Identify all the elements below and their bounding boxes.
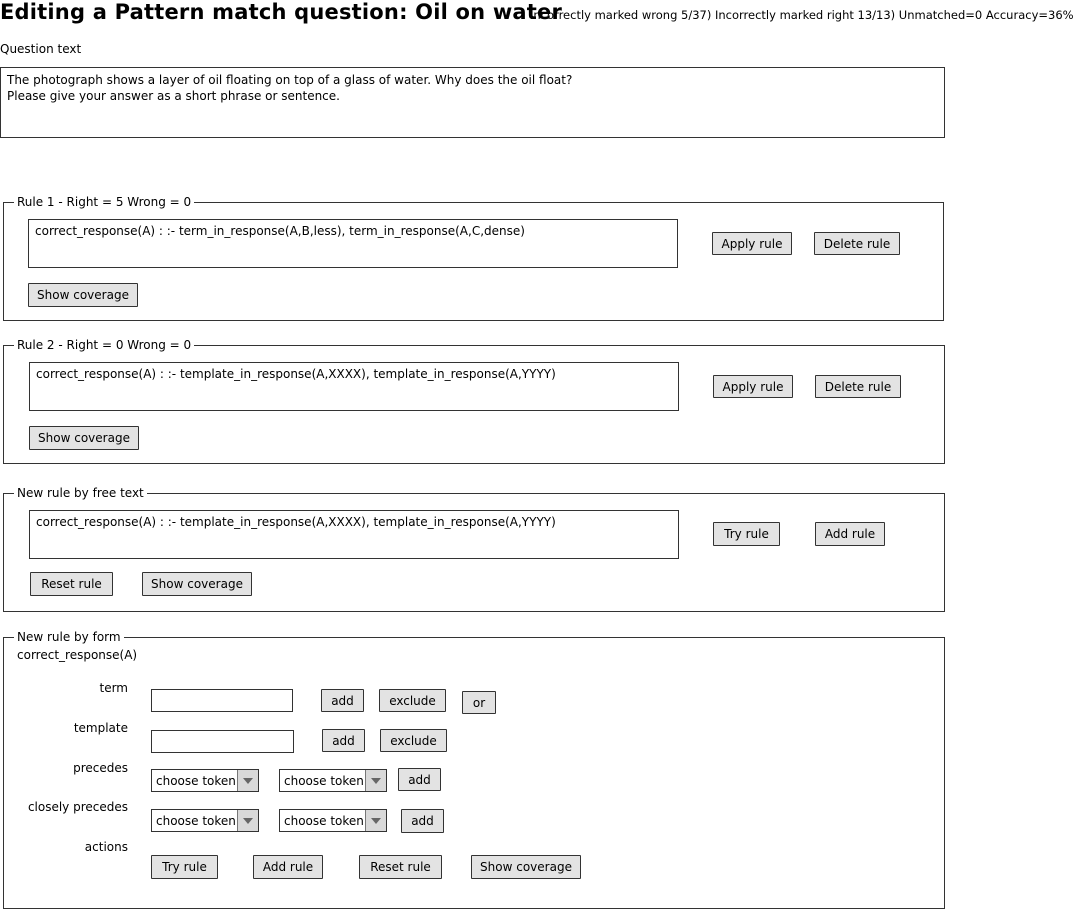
free-text-reset-rule-button[interactable]: Reset rule xyxy=(30,572,113,596)
chevron-down-icon xyxy=(237,770,258,791)
accuracy-stats: Incorrectly marked wrong 5/37) Incorrectly marked right 13/13) Unmatched=0 Accuracy=36% xyxy=(530,8,1074,22)
rule-2-legend: Rule 2 - Right = 0 Wrong = 0 xyxy=(14,338,194,352)
free-text-rule-input[interactable]: correct_response(A) : :- template_in_response(A,XXXX), template_in_response(A,YYYY) xyxy=(29,510,679,559)
form-reset-rule-button[interactable]: Reset rule xyxy=(359,855,442,879)
question-line-2: Please give your answer as a short phrase or sentence. xyxy=(7,89,340,103)
closely-precedes-add-button[interactable]: add xyxy=(401,809,444,833)
template-label: template xyxy=(73,721,128,735)
form-add-rule-button[interactable]: Add rule xyxy=(253,855,323,879)
precedes-second-token-select[interactable] xyxy=(279,769,387,792)
form-try-rule-button[interactable]: Try rule xyxy=(151,855,218,879)
rule-1-delete-button[interactable]: Delete rule xyxy=(814,232,900,255)
template-add-button[interactable]: add xyxy=(322,729,365,752)
closely-precedes-second-token-value: choose token xyxy=(284,813,364,828)
chevron-down-icon xyxy=(237,810,258,831)
term-label: term xyxy=(99,681,128,695)
rule-1-apply-button[interactable]: Apply rule xyxy=(712,232,792,255)
rule-1-text[interactable]: correct_response(A) : :- term_in_response(A,B,less), term_in_response(A,C,dense) xyxy=(28,219,678,268)
free-text-legend: New rule by free text xyxy=(14,486,147,500)
precedes-first-token-value: choose token xyxy=(156,773,236,788)
free-text-show-coverage-button[interactable]: Show coverage xyxy=(142,572,252,596)
closely-precedes-second-token-select[interactable] xyxy=(279,809,387,832)
term-add-button[interactable]: add xyxy=(321,689,364,712)
chevron-down-icon xyxy=(365,770,386,791)
form-show-coverage-button[interactable]: Show coverage xyxy=(471,855,581,879)
question-text-label: Question text xyxy=(0,42,82,56)
rule-2-delete-button[interactable]: Delete rule xyxy=(815,375,901,398)
free-text-try-rule-button[interactable]: Try rule xyxy=(713,522,780,546)
form-rule-head: correct_response(A) xyxy=(17,648,138,662)
rule-1-show-coverage-button[interactable]: Show coverage xyxy=(28,283,138,307)
term-input[interactable] xyxy=(151,689,293,712)
question-line-1: The photograph shows a layer of oil floating on top of a glass of water. Why does the oil float? xyxy=(7,73,573,87)
question-text-box[interactable] xyxy=(0,67,945,138)
rule-2-text[interactable]: correct_response(A) : :- template_in_response(A,XXXX), template_in_response(A,YYYY) xyxy=(29,362,679,411)
term-or-button[interactable]: or xyxy=(462,691,496,714)
rule-2-apply-button[interactable]: Apply rule xyxy=(713,375,793,398)
template-exclude-button[interactable]: exclude xyxy=(380,729,447,752)
closely-precedes-first-token-value: choose token xyxy=(156,813,236,828)
chevron-down-icon xyxy=(365,810,386,831)
precedes-add-button[interactable]: add xyxy=(398,768,441,791)
rule-1-legend: Rule 1 - Right = 5 Wrong = 0 xyxy=(14,195,194,209)
rule-2-show-coverage-button[interactable]: Show coverage xyxy=(29,426,139,450)
form-legend: New rule by form xyxy=(14,630,124,644)
closely-precedes-label: closely precedes xyxy=(27,800,128,814)
page-title: Editing a Pattern match question: Oil on water xyxy=(0,0,563,24)
precedes-second-token-value: choose token xyxy=(284,773,364,788)
free-text-add-rule-button[interactable]: Add rule xyxy=(815,522,885,546)
actions-label: actions xyxy=(84,840,128,854)
term-exclude-button[interactable]: exclude xyxy=(379,689,446,712)
closely-precedes-first-token-select[interactable] xyxy=(151,809,259,832)
template-input[interactable] xyxy=(151,730,294,753)
precedes-first-token-select[interactable] xyxy=(151,769,259,792)
precedes-label: precedes xyxy=(73,761,128,775)
